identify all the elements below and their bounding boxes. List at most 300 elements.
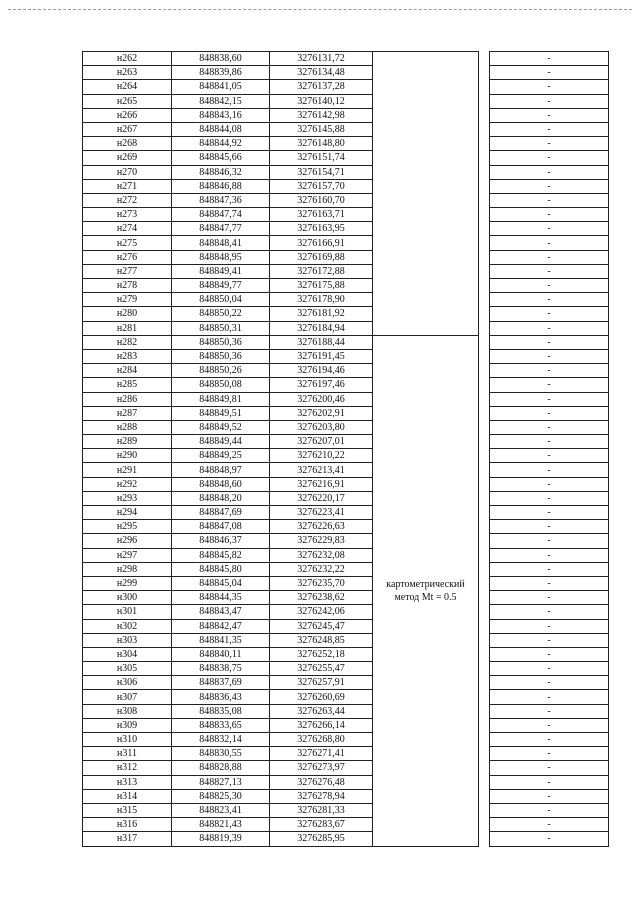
x-coordinate-cell: 848837,69 [172, 676, 270, 690]
x-coordinate-cell: 848847,77 [172, 222, 270, 236]
gap-cell [479, 520, 490, 534]
y-coordinate-cell: 3276283,67 [270, 818, 373, 832]
y-coordinate-cell: 3276163,95 [270, 222, 373, 236]
x-coordinate-cell: 848847,74 [172, 208, 270, 222]
point-id-cell: н288 [83, 420, 172, 434]
x-coordinate-cell: 848849,25 [172, 449, 270, 463]
point-id-cell: н266 [83, 108, 172, 122]
gap-cell [479, 647, 490, 661]
y-coordinate-cell: 3276166,91 [270, 236, 373, 250]
x-coordinate-cell: 848840,11 [172, 647, 270, 661]
table-row [83, 832, 609, 846]
point-id-cell: н301 [83, 605, 172, 619]
note-cell: - [490, 335, 609, 349]
table-row [83, 420, 609, 434]
gap-cell [479, 534, 490, 548]
x-coordinate-cell: 848821,43 [172, 818, 270, 832]
point-id-cell: н299 [83, 576, 172, 590]
x-coordinate-cell: 848842,47 [172, 619, 270, 633]
y-coordinate-cell: 3276202,91 [270, 406, 373, 420]
note-cell: - [490, 704, 609, 718]
table-row [83, 208, 609, 222]
x-coordinate-cell: 848847,08 [172, 520, 270, 534]
point-id-cell: н262 [83, 52, 172, 66]
table-row [83, 591, 609, 605]
point-id-cell: н293 [83, 491, 172, 505]
y-coordinate-cell: 3276229,83 [270, 534, 373, 548]
point-id-cell: н305 [83, 662, 172, 676]
point-id-cell: н294 [83, 506, 172, 520]
point-id-cell: н275 [83, 236, 172, 250]
gap-cell [479, 718, 490, 732]
y-coordinate-cell: 3276257,91 [270, 676, 373, 690]
table-row [83, 733, 609, 747]
table-row [83, 562, 609, 576]
x-coordinate-cell: 848850,04 [172, 293, 270, 307]
x-coordinate-cell: 848836,43 [172, 690, 270, 704]
gap-cell [479, 803, 490, 817]
point-id-cell: н307 [83, 690, 172, 704]
gap-cell [479, 264, 490, 278]
x-coordinate-cell: 848844,08 [172, 122, 270, 136]
x-coordinate-cell: 848845,80 [172, 562, 270, 576]
note-cell: - [490, 775, 609, 789]
gap-cell [479, 222, 490, 236]
gap-cell [479, 690, 490, 704]
gap-cell [479, 279, 490, 293]
y-coordinate-cell: 3276151,74 [270, 151, 373, 165]
note-cell: - [490, 435, 609, 449]
point-id-cell: н279 [83, 293, 172, 307]
x-coordinate-cell: 848846,88 [172, 179, 270, 193]
gap-cell [479, 605, 490, 619]
table-row [83, 775, 609, 789]
y-coordinate-cell: 3276178,90 [270, 293, 373, 307]
note-cell: - [490, 647, 609, 661]
note-cell: - [490, 803, 609, 817]
note-cell: - [490, 321, 609, 335]
note-cell: - [490, 761, 609, 775]
gap-cell [479, 435, 490, 449]
x-coordinate-cell: 848828,88 [172, 761, 270, 775]
gap-cell [479, 591, 490, 605]
y-coordinate-cell: 3276184,94 [270, 321, 373, 335]
table-row [83, 761, 609, 775]
gap-cell [479, 94, 490, 108]
table-row [83, 179, 609, 193]
gap-cell [479, 676, 490, 690]
gap-cell [479, 321, 490, 335]
point-id-cell: н285 [83, 378, 172, 392]
x-coordinate-cell: 848842,15 [172, 94, 270, 108]
y-coordinate-cell: 3276157,70 [270, 179, 373, 193]
point-id-cell: н309 [83, 718, 172, 732]
x-coordinate-cell: 848849,51 [172, 406, 270, 420]
note-cell: - [490, 307, 609, 321]
note-cell: - [490, 94, 609, 108]
y-coordinate-cell: 3276278,94 [270, 789, 373, 803]
gap-cell [479, 293, 490, 307]
x-coordinate-cell: 848848,97 [172, 463, 270, 477]
note-cell: - [490, 747, 609, 761]
table-row [83, 662, 609, 676]
note-cell: - [490, 591, 609, 605]
note-cell: - [490, 108, 609, 122]
gap-cell [479, 392, 490, 406]
y-coordinate-cell: 3276252,18 [270, 647, 373, 661]
gap-cell [479, 208, 490, 222]
y-coordinate-cell: 3276140,12 [270, 94, 373, 108]
gap-cell [479, 108, 490, 122]
point-id-cell: н296 [83, 534, 172, 548]
point-id-cell: н274 [83, 222, 172, 236]
point-id-cell: н283 [83, 349, 172, 363]
gap-cell [479, 165, 490, 179]
x-coordinate-cell: 848843,16 [172, 108, 270, 122]
table-row [83, 321, 609, 335]
x-coordinate-cell: 848819,39 [172, 832, 270, 846]
gap-cell [479, 193, 490, 207]
gap-cell [479, 761, 490, 775]
table-row [83, 605, 609, 619]
coordinates-table-body [83, 52, 609, 847]
table-row [83, 491, 609, 505]
x-coordinate-cell: 848849,41 [172, 264, 270, 278]
table-row [83, 122, 609, 136]
point-id-cell: н289 [83, 435, 172, 449]
note-cell: - [490, 349, 609, 363]
x-coordinate-cell: 848827,13 [172, 775, 270, 789]
table-row [83, 803, 609, 817]
x-coordinate-cell: 848845,66 [172, 151, 270, 165]
table-row [83, 222, 609, 236]
y-coordinate-cell: 3276148,80 [270, 137, 373, 151]
table-row [83, 477, 609, 491]
point-id-cell: н286 [83, 392, 172, 406]
x-coordinate-cell: 848850,22 [172, 307, 270, 321]
gap-cell [479, 52, 490, 66]
table-row [83, 534, 609, 548]
y-coordinate-cell: 3276255,47 [270, 662, 373, 676]
coordinates-table [82, 51, 609, 847]
x-coordinate-cell: 848849,44 [172, 435, 270, 449]
y-coordinate-cell: 3276197,46 [270, 378, 373, 392]
point-id-cell: н271 [83, 179, 172, 193]
gap-cell [479, 491, 490, 505]
y-coordinate-cell: 3276169,88 [270, 250, 373, 264]
note-cell: - [490, 733, 609, 747]
point-id-cell: н282 [83, 335, 172, 349]
x-coordinate-cell: 848848,95 [172, 250, 270, 264]
x-coordinate-cell: 848847,69 [172, 506, 270, 520]
y-coordinate-cell: 3276235,70 [270, 576, 373, 590]
x-coordinate-cell: 848838,75 [172, 662, 270, 676]
gap-cell [479, 506, 490, 520]
note-cell: - [490, 236, 609, 250]
y-coordinate-cell: 3276216,91 [270, 477, 373, 491]
x-coordinate-cell: 848823,41 [172, 803, 270, 817]
method-accuracy: метод Мt = 0.5 [394, 591, 457, 603]
x-coordinate-cell: 848845,04 [172, 576, 270, 590]
note-cell: - [490, 789, 609, 803]
note-cell: - [490, 548, 609, 562]
x-coordinate-cell: 848849,77 [172, 279, 270, 293]
gap-cell [479, 406, 490, 420]
table-row [83, 463, 609, 477]
gap-cell [479, 463, 490, 477]
y-coordinate-cell: 3276207,01 [270, 435, 373, 449]
note-cell: - [490, 818, 609, 832]
note-cell: - [490, 52, 609, 66]
note-cell: - [490, 562, 609, 576]
gap-cell [479, 250, 490, 264]
table-row [83, 364, 609, 378]
gap-cell [479, 789, 490, 803]
point-id-cell: н297 [83, 548, 172, 562]
point-id-cell: н311 [83, 747, 172, 761]
note-cell: - [490, 406, 609, 420]
x-coordinate-cell: 848848,60 [172, 477, 270, 491]
point-id-cell: н310 [83, 733, 172, 747]
y-coordinate-cell: 3276131,72 [270, 52, 373, 66]
x-coordinate-cell: 848850,36 [172, 349, 270, 363]
x-coordinate-cell: 848849,52 [172, 420, 270, 434]
y-coordinate-cell: 3276188,44 [270, 335, 373, 349]
table-row [83, 264, 609, 278]
y-coordinate-cell: 3276163,71 [270, 208, 373, 222]
y-coordinate-cell: 3276142,98 [270, 108, 373, 122]
gap-cell [479, 662, 490, 676]
y-coordinate-cell: 3276226,63 [270, 520, 373, 534]
gap-cell [479, 747, 490, 761]
table-row [83, 378, 609, 392]
note-cell: - [490, 832, 609, 846]
table-row [83, 633, 609, 647]
x-coordinate-cell: 848825,30 [172, 789, 270, 803]
point-id-cell: н300 [83, 591, 172, 605]
table-row [83, 94, 609, 108]
gap-cell [479, 619, 490, 633]
point-id-cell: н298 [83, 562, 172, 576]
table-row [83, 704, 609, 718]
y-coordinate-cell: 3276260,69 [270, 690, 373, 704]
y-coordinate-cell: 3276271,41 [270, 747, 373, 761]
point-id-cell: н276 [83, 250, 172, 264]
gap-cell [479, 420, 490, 434]
table-row [83, 236, 609, 250]
x-coordinate-cell: 848841,05 [172, 80, 270, 94]
gap-cell [479, 122, 490, 136]
table-row [83, 250, 609, 264]
x-coordinate-cell: 848844,92 [172, 137, 270, 151]
table-row [83, 137, 609, 151]
gap-cell [479, 548, 490, 562]
y-coordinate-cell: 3276223,41 [270, 506, 373, 520]
x-coordinate-cell: 848847,36 [172, 193, 270, 207]
note-cell: - [490, 491, 609, 505]
note-cell: - [490, 420, 609, 434]
y-coordinate-cell: 3276203,80 [270, 420, 373, 434]
x-coordinate-cell: 848832,14 [172, 733, 270, 747]
note-cell: - [490, 250, 609, 264]
point-id-cell: н302 [83, 619, 172, 633]
y-coordinate-cell: 3276213,41 [270, 463, 373, 477]
method-cell [373, 335, 479, 846]
y-coordinate-cell: 3276191,45 [270, 349, 373, 363]
gap-cell [479, 733, 490, 747]
table-row [83, 279, 609, 293]
point-id-cell: н267 [83, 122, 172, 136]
point-id-cell: н272 [83, 193, 172, 207]
y-coordinate-cell: 3276145,88 [270, 122, 373, 136]
gap-cell [479, 179, 490, 193]
note-cell: - [490, 576, 609, 590]
table-row [83, 449, 609, 463]
y-coordinate-cell: 3276232,08 [270, 548, 373, 562]
point-id-cell: н306 [83, 676, 172, 690]
point-id-cell: н280 [83, 307, 172, 321]
y-coordinate-cell: 3276268,80 [270, 733, 373, 747]
note-cell: - [490, 676, 609, 690]
table-row [83, 52, 609, 66]
note-cell: - [490, 477, 609, 491]
y-coordinate-cell: 3276273,97 [270, 761, 373, 775]
table-row [83, 435, 609, 449]
y-coordinate-cell: 3276263,44 [270, 704, 373, 718]
x-coordinate-cell: 848839,86 [172, 66, 270, 80]
point-id-cell: н287 [83, 406, 172, 420]
point-id-cell: н291 [83, 463, 172, 477]
note-cell: - [490, 122, 609, 136]
table-row [83, 520, 609, 534]
note-cell: - [490, 662, 609, 676]
gap-cell [479, 137, 490, 151]
point-id-cell: н273 [83, 208, 172, 222]
y-coordinate-cell: 3276245,47 [270, 619, 373, 633]
y-coordinate-cell: 3276242,06 [270, 605, 373, 619]
table-row [83, 165, 609, 179]
gap-cell [479, 576, 490, 590]
x-coordinate-cell: 848843,47 [172, 605, 270, 619]
x-coordinate-cell: 848844,35 [172, 591, 270, 605]
x-coordinate-cell: 848833,65 [172, 718, 270, 732]
table-row [83, 307, 609, 321]
table-row [83, 690, 609, 704]
point-id-cell: н304 [83, 647, 172, 661]
gap-cell [479, 775, 490, 789]
note-cell: - [490, 463, 609, 477]
table-row [83, 349, 609, 363]
point-id-cell: н281 [83, 321, 172, 335]
y-coordinate-cell: 3276175,88 [270, 279, 373, 293]
y-coordinate-cell: 3276210,22 [270, 449, 373, 463]
gap-cell [479, 307, 490, 321]
gap-cell [479, 477, 490, 491]
point-id-cell: н303 [83, 633, 172, 647]
note-cell: - [490, 293, 609, 307]
point-id-cell: н313 [83, 775, 172, 789]
point-id-cell: н277 [83, 264, 172, 278]
table-row [83, 335, 609, 349]
table-row [83, 647, 609, 661]
table-row [83, 108, 609, 122]
gap-cell [479, 818, 490, 832]
gap-cell [479, 349, 490, 363]
y-coordinate-cell: 3276200,46 [270, 392, 373, 406]
note-cell: - [490, 690, 609, 704]
table-row [83, 151, 609, 165]
scan-top-edge [8, 9, 632, 10]
gap-cell [479, 80, 490, 94]
y-coordinate-cell: 3276266,14 [270, 718, 373, 732]
point-id-cell: н315 [83, 803, 172, 817]
gap-cell [479, 335, 490, 349]
table-row [83, 66, 609, 80]
gap-cell [479, 562, 490, 576]
x-coordinate-cell: 848848,20 [172, 491, 270, 505]
table-row [83, 718, 609, 732]
table-row [83, 619, 609, 633]
note-cell: - [490, 378, 609, 392]
gap-cell [479, 704, 490, 718]
point-id-cell: н312 [83, 761, 172, 775]
x-coordinate-cell: 848850,31 [172, 321, 270, 335]
y-coordinate-cell: 3276281,33 [270, 803, 373, 817]
table-row [83, 548, 609, 562]
table-row [83, 676, 609, 690]
method-name: картометрический [386, 578, 465, 590]
x-coordinate-cell: 848846,32 [172, 165, 270, 179]
x-coordinate-cell: 848838,60 [172, 52, 270, 66]
table-row [83, 506, 609, 520]
point-id-cell: н278 [83, 279, 172, 293]
x-coordinate-cell: 848850,26 [172, 364, 270, 378]
gap-cell [479, 151, 490, 165]
table-row [83, 818, 609, 832]
table-row [83, 789, 609, 803]
point-id-cell: н270 [83, 165, 172, 179]
x-coordinate-cell: 848846,37 [172, 534, 270, 548]
y-coordinate-cell: 3276154,71 [270, 165, 373, 179]
point-id-cell: н295 [83, 520, 172, 534]
note-cell: - [490, 534, 609, 548]
note-cell: - [490, 279, 609, 293]
gap-cell [479, 236, 490, 250]
note-cell: - [490, 718, 609, 732]
table-row [83, 392, 609, 406]
note-cell: - [490, 449, 609, 463]
gap-cell [479, 832, 490, 846]
x-coordinate-cell: 848830,55 [172, 747, 270, 761]
method-cell-empty [373, 52, 479, 336]
note-cell: - [490, 80, 609, 94]
y-coordinate-cell: 3276172,88 [270, 264, 373, 278]
x-coordinate-cell: 848848,41 [172, 236, 270, 250]
point-id-cell: н284 [83, 364, 172, 378]
gap-cell [479, 66, 490, 80]
point-id-cell: н292 [83, 477, 172, 491]
x-coordinate-cell: 848841,35 [172, 633, 270, 647]
note-cell: - [490, 619, 609, 633]
table-row [83, 406, 609, 420]
note-cell: - [490, 151, 609, 165]
y-coordinate-cell: 3276220,17 [270, 491, 373, 505]
y-coordinate-cell: 3276134,48 [270, 66, 373, 80]
y-coordinate-cell: 3276238,62 [270, 591, 373, 605]
x-coordinate-cell: 848850,08 [172, 378, 270, 392]
x-coordinate-cell: 848849,81 [172, 392, 270, 406]
y-coordinate-cell: 3276285,95 [270, 832, 373, 846]
